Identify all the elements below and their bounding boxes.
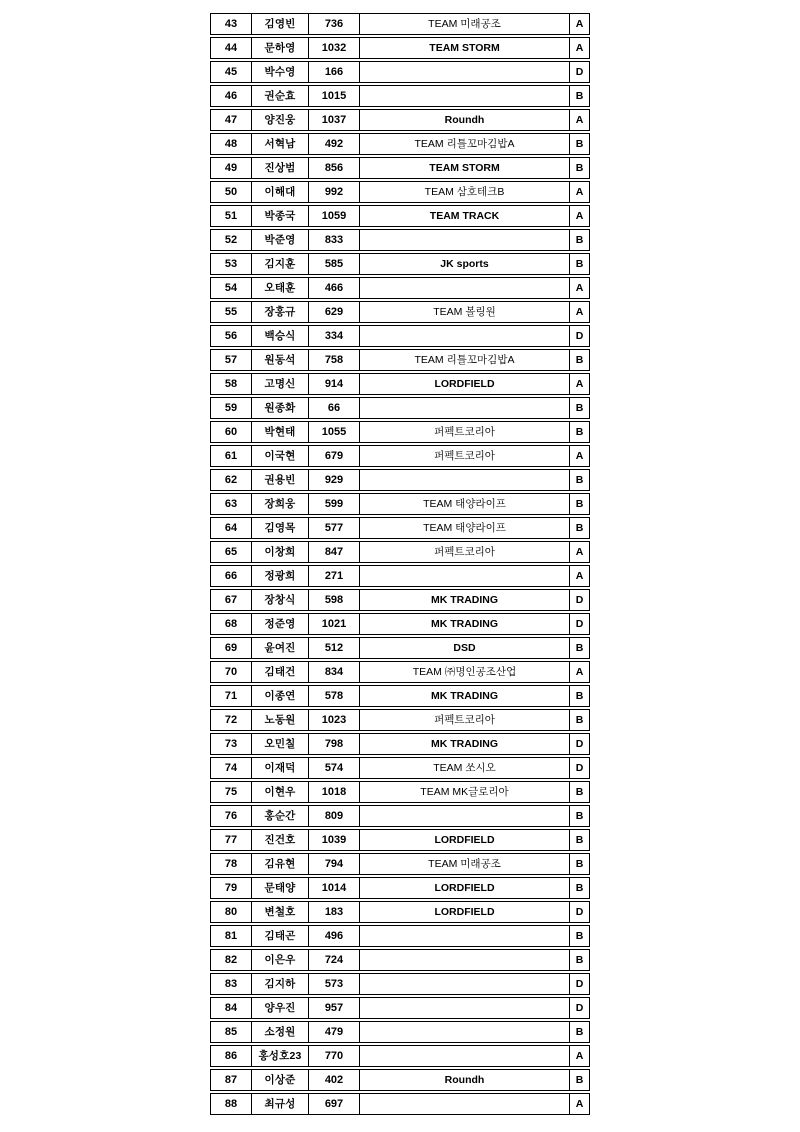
entry-number: 578 — [309, 686, 360, 706]
team-name — [360, 806, 570, 826]
group-letter: B — [575, 953, 584, 966]
table-row — [210, 781, 590, 803]
team-name: TEAM MK글로리아 — [360, 782, 570, 802]
group-letter: B — [575, 425, 584, 438]
row-number: 73 — [211, 734, 252, 754]
team-name: TEAM ㈜명인공조산업 — [360, 662, 570, 682]
team-name — [360, 1094, 570, 1114]
table-row — [210, 541, 590, 563]
participant-name: 박준영 — [252, 230, 309, 250]
participant-name: 양우진 — [252, 998, 309, 1018]
participant-name: 김영빈 — [252, 14, 309, 34]
entry-number: 183 — [309, 902, 360, 922]
table-row — [210, 757, 590, 779]
entry-number: 697 — [309, 1094, 360, 1114]
group-letter: D — [575, 617, 584, 630]
row-number: 44 — [211, 38, 252, 58]
team-name: MK TRADING — [360, 686, 570, 706]
participant-name: 정광희 — [252, 566, 309, 586]
table-row — [210, 1069, 590, 1091]
group-letter: B — [575, 473, 584, 486]
row-number: 63 — [211, 494, 252, 514]
row-number: 47 — [211, 110, 252, 130]
team-name: TEAM 쏘시오 — [360, 758, 570, 778]
entry-number: 770 — [309, 1046, 360, 1066]
team-name — [360, 86, 570, 106]
group-letter: A — [575, 1097, 584, 1110]
group-letter: A — [575, 377, 584, 390]
group-letter: B — [575, 713, 584, 726]
group-letter: B — [575, 1025, 584, 1038]
entry-number: 466 — [309, 278, 360, 298]
table-row — [210, 853, 590, 875]
team-name: TEAM 리틀꼬마김밥A — [360, 134, 570, 154]
participant-name: 문하영 — [252, 38, 309, 58]
entry-number: 724 — [309, 950, 360, 970]
row-number: 64 — [211, 518, 252, 538]
group-letter: D — [575, 329, 584, 342]
team-name: TEAM 볼링원 — [360, 302, 570, 322]
group-letter: A — [575, 665, 584, 678]
entry-number: 929 — [309, 470, 360, 490]
row-number: 60 — [211, 422, 252, 442]
row-number: 57 — [211, 350, 252, 370]
group-letter: A — [575, 41, 584, 54]
row-number: 84 — [211, 998, 252, 1018]
table-row — [210, 877, 590, 899]
entry-number: 512 — [309, 638, 360, 658]
group-letter: A — [575, 545, 584, 558]
team-name: MK TRADING — [360, 590, 570, 610]
entry-number: 598 — [309, 590, 360, 610]
team-name: TEAM STORM — [360, 158, 570, 178]
entry-number: 271 — [309, 566, 360, 586]
team-name: TEAM 미래공조 — [360, 854, 570, 874]
table-row — [210, 997, 590, 1019]
group-letter: D — [575, 737, 584, 750]
entry-number: 334 — [309, 326, 360, 346]
row-number: 51 — [211, 206, 252, 226]
participant-name: 권순효 — [252, 86, 309, 106]
participant-name: 이상준 — [252, 1070, 309, 1090]
participant-name: 이재덕 — [252, 758, 309, 778]
table-row — [210, 517, 590, 539]
table-row — [210, 493, 590, 515]
table-row — [210, 685, 590, 707]
team-name — [360, 566, 570, 586]
group-letter: A — [575, 449, 584, 462]
team-name: TEAM 리틀꼬마김밥A — [360, 350, 570, 370]
group-letter: A — [575, 281, 584, 294]
row-number: 48 — [211, 134, 252, 154]
entry-number: 1014 — [309, 878, 360, 898]
entry-number: 402 — [309, 1070, 360, 1090]
team-name: TEAM TRACK — [360, 206, 570, 226]
entry-number: 992 — [309, 182, 360, 202]
group-letter: B — [575, 353, 584, 366]
entry-number: 856 — [309, 158, 360, 178]
entry-number: 1021 — [309, 614, 360, 634]
group-letter: B — [575, 137, 584, 150]
entry-number: 166 — [309, 62, 360, 82]
row-number: 67 — [211, 590, 252, 610]
row-number: 74 — [211, 758, 252, 778]
entry-number: 574 — [309, 758, 360, 778]
team-name — [360, 326, 570, 346]
participant-name: 변철호 — [252, 902, 309, 922]
participant-name: 김유현 — [252, 854, 309, 874]
group-letter: A — [575, 185, 584, 198]
row-number: 56 — [211, 326, 252, 346]
entry-number: 736 — [309, 14, 360, 34]
table-row — [210, 421, 590, 443]
entry-number: 914 — [309, 374, 360, 394]
row-number: 82 — [211, 950, 252, 970]
table-row — [210, 1021, 590, 1043]
table-row — [210, 613, 590, 635]
participant-name: 윤여진 — [252, 638, 309, 658]
group-letter: B — [575, 785, 584, 798]
group-letter: B — [575, 161, 584, 174]
row-number: 49 — [211, 158, 252, 178]
row-number: 62 — [211, 470, 252, 490]
team-name — [360, 926, 570, 946]
participant-name: 문태양 — [252, 878, 309, 898]
team-name: LORDFIELD — [360, 878, 570, 898]
table-row — [210, 565, 590, 587]
table-row — [210, 637, 590, 659]
table-row — [210, 1045, 590, 1067]
row-number: 81 — [211, 926, 252, 946]
table-row — [210, 397, 590, 419]
entry-number: 798 — [309, 734, 360, 754]
participant-name: 원종화 — [252, 398, 309, 418]
group-letter: B — [575, 857, 584, 870]
team-name: MK TRADING — [360, 734, 570, 754]
row-number: 80 — [211, 902, 252, 922]
table-row — [210, 1093, 590, 1115]
participant-name: 김지훈 — [252, 254, 309, 274]
table-row — [210, 325, 590, 347]
entry-number: 834 — [309, 662, 360, 682]
row-number: 50 — [211, 182, 252, 202]
row-number: 70 — [211, 662, 252, 682]
team-name — [360, 974, 570, 994]
group-letter: A — [575, 209, 584, 222]
entry-number: 809 — [309, 806, 360, 826]
group-letter: A — [575, 305, 584, 318]
participant-name: 진건호 — [252, 830, 309, 850]
group-letter: B — [575, 497, 584, 510]
participant-name: 오태훈 — [252, 278, 309, 298]
table-row — [210, 829, 590, 851]
table-row — [210, 949, 590, 971]
team-name: JK sports — [360, 254, 570, 274]
team-name: DSD — [360, 638, 570, 658]
table-row — [210, 157, 590, 179]
row-number: 58 — [211, 374, 252, 394]
participant-name: 이종연 — [252, 686, 309, 706]
team-name: TEAM STORM — [360, 38, 570, 58]
team-name: MK TRADING — [360, 614, 570, 634]
entry-number: 573 — [309, 974, 360, 994]
team-name: TEAM 태양라이프 — [360, 494, 570, 514]
participant-name: 노동원 — [252, 710, 309, 730]
group-letter: B — [575, 401, 584, 414]
group-letter: B — [575, 881, 584, 894]
table-row — [210, 373, 590, 395]
row-number: 87 — [211, 1070, 252, 1090]
table-row — [210, 205, 590, 227]
entry-number: 833 — [309, 230, 360, 250]
team-name: LORDFIELD — [360, 374, 570, 394]
group-letter: D — [575, 65, 584, 78]
team-name: Roundh — [360, 110, 570, 130]
group-letter: B — [575, 89, 584, 102]
table-row — [210, 973, 590, 995]
group-letter: B — [575, 689, 584, 702]
participants-table — [210, 13, 590, 1117]
group-letter: D — [575, 977, 584, 990]
table-row — [210, 589, 590, 611]
participant-name: 이해대 — [252, 182, 309, 202]
group-letter: A — [575, 1049, 584, 1062]
entry-number: 577 — [309, 518, 360, 538]
entry-number: 1039 — [309, 830, 360, 850]
participant-name: 이은우 — [252, 950, 309, 970]
table-row — [210, 661, 590, 683]
participant-name: 김영목 — [252, 518, 309, 538]
row-number: 86 — [211, 1046, 252, 1066]
entry-number: 758 — [309, 350, 360, 370]
team-name — [360, 278, 570, 298]
participant-name: 오민칠 — [252, 734, 309, 754]
entry-number: 1055 — [309, 422, 360, 442]
row-number: 66 — [211, 566, 252, 586]
team-name — [360, 950, 570, 970]
team-name: TEAM 미래공조 — [360, 14, 570, 34]
table-row — [210, 85, 590, 107]
team-name — [360, 1046, 570, 1066]
team-name: TEAM 삼호테크B — [360, 182, 570, 202]
team-name: 퍼펙트코리아 — [360, 710, 570, 730]
row-number: 75 — [211, 782, 252, 802]
row-number: 59 — [211, 398, 252, 418]
row-number: 68 — [211, 614, 252, 634]
group-letter: B — [575, 233, 584, 246]
participant-name: 진상범 — [252, 158, 309, 178]
participant-name: 박현태 — [252, 422, 309, 442]
table-row — [210, 445, 590, 467]
participant-name: 박수영 — [252, 62, 309, 82]
participant-name: 이창희 — [252, 542, 309, 562]
participant-name: 백승식 — [252, 326, 309, 346]
entry-number: 957 — [309, 998, 360, 1018]
participant-name: 정준영 — [252, 614, 309, 634]
table-row — [210, 805, 590, 827]
team-name: LORDFIELD — [360, 830, 570, 850]
group-letter: D — [575, 761, 584, 774]
table-row — [210, 133, 590, 155]
group-letter: B — [575, 809, 584, 822]
group-letter: A — [575, 113, 584, 126]
row-number: 55 — [211, 302, 252, 322]
participant-name: 최규성 — [252, 1094, 309, 1114]
row-number: 85 — [211, 1022, 252, 1042]
team-name: 퍼펙트코리아 — [360, 446, 570, 466]
entry-number: 492 — [309, 134, 360, 154]
row-number: 65 — [211, 542, 252, 562]
row-number: 71 — [211, 686, 252, 706]
participant-name: 김태건 — [252, 662, 309, 682]
group-letter: D — [575, 593, 584, 606]
group-letter: B — [575, 929, 584, 942]
team-name: Roundh — [360, 1070, 570, 1090]
entry-number: 1018 — [309, 782, 360, 802]
team-name: TEAM 태양라이프 — [360, 518, 570, 538]
group-letter: B — [575, 521, 584, 534]
participant-name: 김지하 — [252, 974, 309, 994]
participant-name: 장홍규 — [252, 302, 309, 322]
table-row — [210, 901, 590, 923]
entry-number: 847 — [309, 542, 360, 562]
team-name: LORDFIELD — [360, 902, 570, 922]
entry-number: 1023 — [309, 710, 360, 730]
team-name: 퍼펙트코리아 — [360, 542, 570, 562]
table-row — [210, 709, 590, 731]
group-letter: D — [575, 1001, 584, 1014]
entry-number: 794 — [309, 854, 360, 874]
row-number: 54 — [211, 278, 252, 298]
participant-name: 박종국 — [252, 206, 309, 226]
row-number: 72 — [211, 710, 252, 730]
row-number: 78 — [211, 854, 252, 874]
team-name — [360, 998, 570, 1018]
table-row — [210, 733, 590, 755]
group-letter: B — [575, 641, 584, 654]
row-number: 83 — [211, 974, 252, 994]
team-name — [360, 1022, 570, 1042]
participant-name: 서혁남 — [252, 134, 309, 154]
table-row — [210, 37, 590, 59]
table-row — [210, 61, 590, 83]
row-number: 52 — [211, 230, 252, 250]
team-name — [360, 230, 570, 250]
table-row — [210, 181, 590, 203]
participant-name: 김태곤 — [252, 926, 309, 946]
table-row — [210, 469, 590, 491]
entry-number: 66 — [309, 398, 360, 418]
group-letter: B — [575, 257, 584, 270]
row-number: 53 — [211, 254, 252, 274]
participant-name: 권용빈 — [252, 470, 309, 490]
team-name: 퍼펙트코리아 — [360, 422, 570, 442]
participant-name: 고명신 — [252, 374, 309, 394]
entry-number: 585 — [309, 254, 360, 274]
table-row — [210, 229, 590, 251]
entry-number: 629 — [309, 302, 360, 322]
table-row — [210, 349, 590, 371]
table-row — [210, 109, 590, 131]
team-name — [360, 398, 570, 418]
participant-name: 홍성호23 — [252, 1046, 309, 1066]
row-number: 79 — [211, 878, 252, 898]
table-row — [210, 253, 590, 275]
row-number: 46 — [211, 86, 252, 106]
entry-number: 679 — [309, 446, 360, 466]
group-letter: A — [575, 17, 584, 30]
row-number: 69 — [211, 638, 252, 658]
participant-name: 장창식 — [252, 590, 309, 610]
participant-name: 소정원 — [252, 1022, 309, 1042]
team-name — [360, 470, 570, 490]
participant-name: 원동석 — [252, 350, 309, 370]
entry-number: 1037 — [309, 110, 360, 130]
participant-name: 이국현 — [252, 446, 309, 466]
entry-number: 1032 — [309, 38, 360, 58]
participant-name: 홍순간 — [252, 806, 309, 826]
row-number: 43 — [211, 14, 252, 34]
participant-name: 양진웅 — [252, 110, 309, 130]
team-name — [360, 62, 570, 82]
entry-number: 1059 — [309, 206, 360, 226]
group-letter: A — [575, 569, 584, 582]
participant-name: 이현우 — [252, 782, 309, 802]
table-row — [210, 925, 590, 947]
row-number: 77 — [211, 830, 252, 850]
table-row — [210, 301, 590, 323]
table-row — [210, 13, 590, 35]
row-number: 76 — [211, 806, 252, 826]
participant-name: 장희웅 — [252, 494, 309, 514]
entry-number: 599 — [309, 494, 360, 514]
row-number: 45 — [211, 62, 252, 82]
entry-number: 496 — [309, 926, 360, 946]
entry-number: 479 — [309, 1022, 360, 1042]
entry-number: 1015 — [309, 86, 360, 106]
row-number: 88 — [211, 1094, 252, 1114]
group-letter: D — [575, 905, 584, 918]
table-row — [210, 277, 590, 299]
group-letter: B — [575, 833, 584, 846]
row-number: 61 — [211, 446, 252, 466]
group-letter: B — [575, 1073, 584, 1086]
